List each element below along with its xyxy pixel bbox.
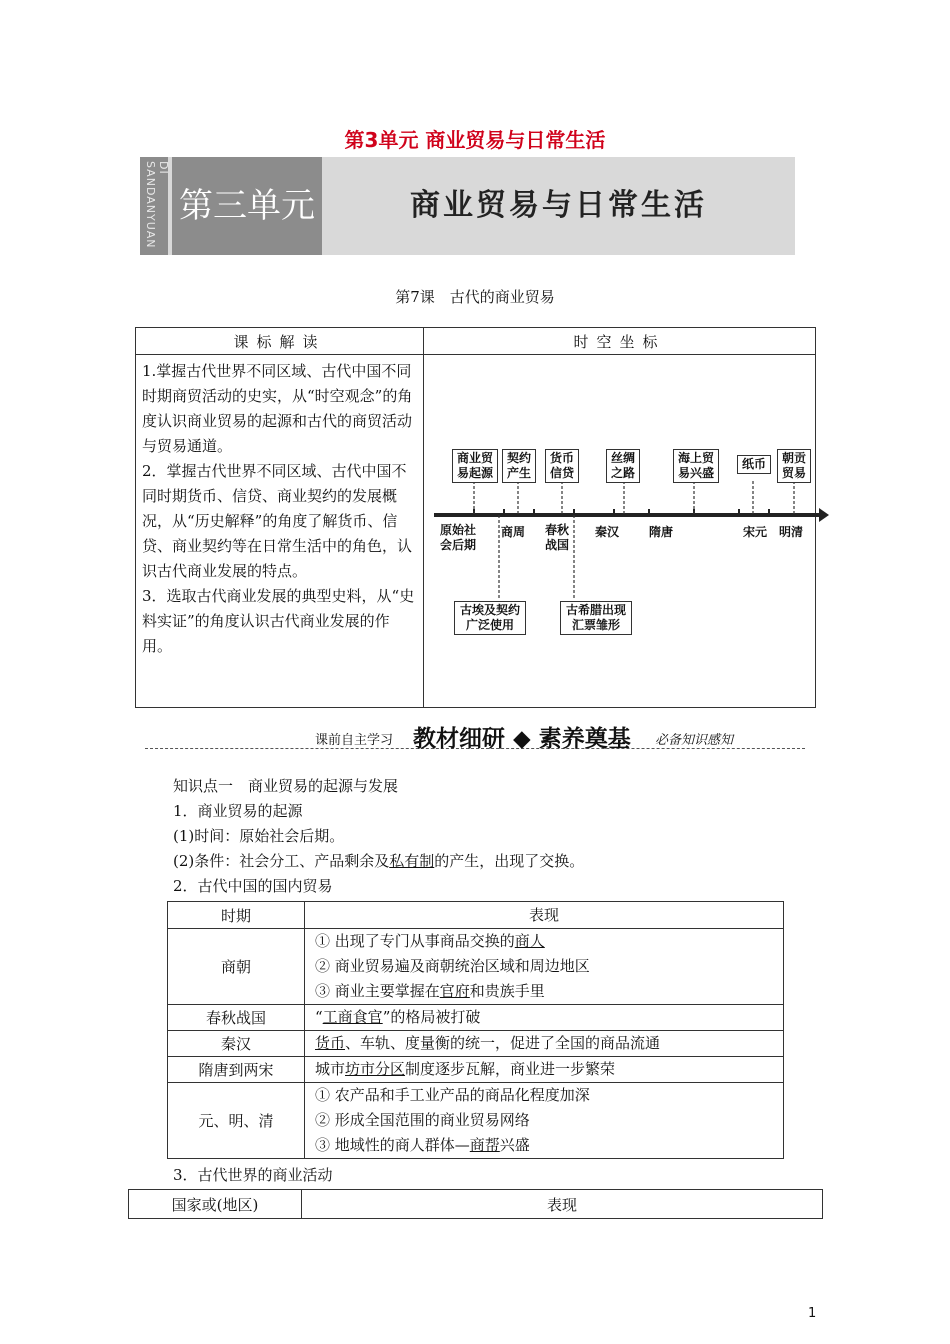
text-line: ① 农产品和手工业产品的商品化程度加深 <box>315 1086 590 1104</box>
timeline-event-box: 契约产生 <box>502 449 536 483</box>
standard-item: 2．掌握古代世界不同区域、古代中国不同时期货币、信贷、商业契约的发展概况，从“历史解释”的角度了解货币、信贷、商业契约等在日常生活中的角色，认识古代商业发展的特点。 <box>142 462 413 580</box>
text-span: ”的格局被打破 <box>382 1008 481 1026</box>
underlined-term: 商人 <box>514 932 545 950</box>
timeline-event-box: 海上贸易兴盛 <box>673 449 719 483</box>
section-left-label: 课前自主学习 <box>315 733 394 748</box>
timeline-period-label: 隋唐 <box>648 525 673 539</box>
timeline-cell <box>424 355 816 708</box>
timeline-event-box: 货币信贷 <box>545 449 579 483</box>
table-header: 国家或(地区) <box>129 1190 302 1219</box>
timeline-period-label: 秦汉 <box>594 525 619 539</box>
section-divider <box>145 720 805 754</box>
world-trade-table <box>128 1189 823 1219</box>
timeline-event-box: 纸币 <box>737 455 771 474</box>
table-detail <box>305 929 784 1005</box>
text-line: ② 形成全国范围的商业贸易网络 <box>315 1111 530 1129</box>
text-span: ③ 商业主要掌握在 <box>315 982 440 1000</box>
timeline-period-label: 商周 <box>500 525 525 539</box>
text-line: ② 商业贸易遍及商朝统治区域和周边地区 <box>315 957 590 975</box>
domestic-trade-table <box>167 901 784 1159</box>
table-period: 春秋战国 <box>168 1005 305 1031</box>
table-period: 商朝 <box>168 929 305 1005</box>
text-span: 和贵族手里 <box>469 982 545 1000</box>
banner-unit-label: 第三单元 <box>172 157 322 255</box>
subsection-heading: 2．古代中国的国内贸易 <box>173 877 333 895</box>
timeline-event-box: 朝贡贸易 <box>777 449 811 483</box>
timeline-event-box: 古希腊出现汇票雏形 <box>560 601 632 635</box>
text-span: 、车轨、度量衡的统一，促进了全国的商品流通 <box>345 1034 661 1052</box>
table-header: 时期 <box>168 902 305 929</box>
text-span: 城市 <box>315 1060 346 1078</box>
text-span: 制度逐步瓦解，商业进一步繁荣 <box>405 1060 616 1078</box>
text-span: (2)条件：社会分工、产品剩余及 <box>173 852 390 870</box>
paragraph: (1)时间：原始社会后期。 <box>173 827 345 845</box>
timeline-period-label: 春秋战国 <box>544 523 569 552</box>
standards-list <box>136 355 424 708</box>
timeline-period-label: 明清 <box>778 525 803 539</box>
lesson-title: 第7课 古代的商业贸易 <box>395 288 555 306</box>
underlined-term: 货币 <box>315 1034 346 1052</box>
banner-unit-name: 商业贸易与日常生活 <box>410 188 707 223</box>
text-span: ③ 地域性的商人群体— <box>315 1136 470 1154</box>
timeline-event-box: 古埃及契约广泛使用 <box>454 601 526 635</box>
unit-banner <box>140 157 795 255</box>
table-period: 元、明、清 <box>168 1083 305 1159</box>
banner-side-text: DI SANDANYUAN <box>144 161 170 249</box>
underlined-term: 商帮 <box>469 1136 500 1154</box>
table-detail <box>305 1083 784 1159</box>
paragraph <box>173 850 584 871</box>
knowledge-point-title: 知识点一 商业贸易的起源与发展 <box>173 777 399 795</box>
table-detail <box>305 1005 784 1031</box>
standards-header: 课标解读 <box>136 328 424 355</box>
unit-title: 第3单元 商业贸易与日常生活 <box>344 128 606 152</box>
text-span: ① 出现了专门从事商品交换的 <box>315 932 515 950</box>
standard-item: 3．选取古代商业发展的典型史料，从“史料实证”的角度认识古代商业发展的作用。 <box>142 587 415 655</box>
timeline-period-label: 宋元 <box>742 525 767 539</box>
subsection-heading: 3．古代世界的商业活动 <box>173 1166 333 1184</box>
timeline-arrowhead <box>819 508 829 522</box>
table-period: 隋唐到两宋 <box>168 1057 305 1083</box>
timeline-event-box: 商业贸易起源 <box>452 449 498 483</box>
table-period: 秦汉 <box>168 1031 305 1057</box>
table-header: 表现 <box>302 1190 823 1219</box>
text-span: 兴盛 <box>499 1136 530 1154</box>
timeline-period-label: 原始社会后期 <box>439 523 476 552</box>
standard-item: 1.掌握古代世界不同区域、古代中国不同时期商贸活动的史实，从“时空观念”的角度认识商业贸易的起源和古代的商贸活动与贸易通道。 <box>142 362 413 455</box>
timeline-event-box: 丝绸之路 <box>606 449 640 483</box>
underlined-term: 私有制 <box>389 852 435 870</box>
text-span: 的产生，出现了交换。 <box>434 852 585 870</box>
section-main-label: 教材细研 ◆ 素养奠基 <box>413 726 631 752</box>
underlined-term: 官府 <box>439 982 470 1000</box>
standards-table <box>135 327 816 708</box>
table-header: 表现 <box>305 902 784 929</box>
underlined-term: 坊市分区 <box>345 1060 406 1078</box>
timeline-header: 时空坐标 <box>424 328 816 355</box>
section-right-label: 必备知识感知 <box>655 733 734 748</box>
underlined-term: 工商食官 <box>322 1008 383 1026</box>
subsection-heading: 1．商业贸易的起源 <box>173 802 303 820</box>
timeline-connectors <box>474 481 794 600</box>
text-span: “ <box>315 1008 323 1026</box>
table-detail <box>305 1031 784 1057</box>
banner-side-strip <box>140 157 168 255</box>
page-number: 1 <box>808 1306 817 1321</box>
table-detail <box>305 1057 784 1083</box>
